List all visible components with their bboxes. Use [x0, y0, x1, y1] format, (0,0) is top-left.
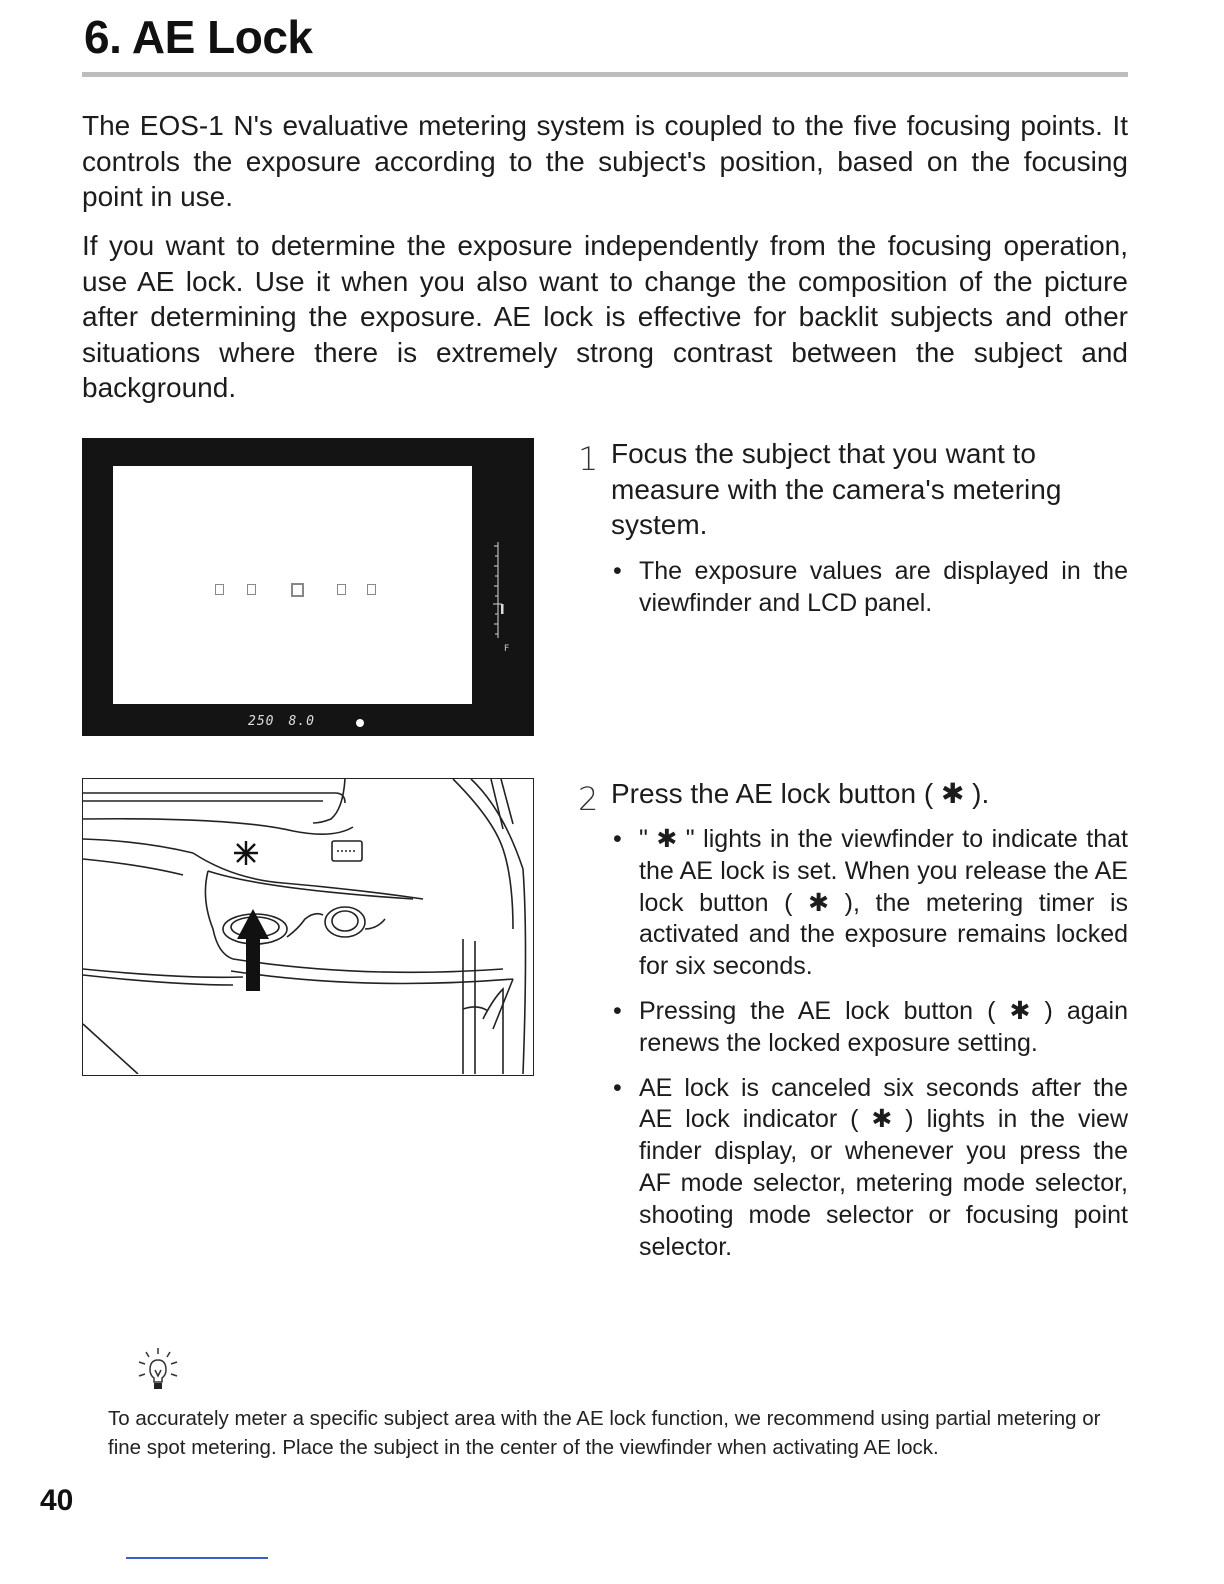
note-item: [611, 996, 1128, 1060]
lightbulb-icon: [136, 1346, 180, 1392]
title-divider: [82, 72, 1128, 77]
viewfinder-readout: [248, 714, 329, 729]
page-number: 40: [40, 1484, 74, 1517]
note-text: AE lock is canceled six seconds after the AE lock indicator ( ✱ ) lights in the view finder display, or whenever you press the AF mode selector, metering mode selector, shooting mode selector or focusing point selector.: [639, 1073, 1128, 1261]
af-point-left-inner: [247, 584, 256, 595]
bullet-point: •: [613, 1073, 622, 1102]
ae-lock-star-icon: [234, 841, 258, 865]
note-item: [611, 1073, 1128, 1264]
page-title: 6. AE Lock: [84, 11, 313, 63]
camera-line-drawing: [83, 779, 532, 1074]
af-point-right-outer: [367, 584, 376, 595]
note-text: Pressing the AE lock button ( ✱ ) again renews the locked exposure setting.: [639, 996, 1128, 1057]
camera-ae-lock-illustration: [82, 778, 534, 1076]
scale-label: F: [504, 644, 510, 654]
af-point-right-inner: [337, 584, 346, 595]
focus-confirmation-dot: [356, 719, 364, 727]
step-instruction: Focus the subject that you want to measure with the camera's metering system.: [611, 438, 1062, 540]
step-number: 2: [578, 780, 599, 818]
exposure-level-scale: [490, 540, 510, 660]
intro-paragraph-1: The EOS-1 N's evaluative metering system is coupled to the five focusing points. It controls the exposure according to the subject's position, based on the focusing point in use.: [82, 110, 1128, 212]
bottom-accent-line: [126, 1557, 268, 1559]
viewfinder-screen: [113, 466, 472, 704]
step-number: 1: [578, 440, 599, 478]
bullet-point: •: [613, 557, 622, 585]
note-item: [611, 556, 1128, 620]
viewfinder-illustration: [82, 438, 534, 736]
aperture-readout: 8.0: [288, 714, 315, 729]
af-point-left-outer: [215, 584, 224, 595]
step-notes: [611, 556, 1128, 633]
step-notes: [611, 824, 1128, 1276]
note-text: " ✱ " lights in the viewfinder to indicate that the AE lock is set. When you release the AE lock button ( ✱ ), the metering timer is activated and the exposure remains locked for six seconds.: [639, 825, 1128, 981]
note-item: [611, 824, 1128, 983]
af-point-center: [291, 583, 304, 597]
shutter-speed-readout: 250: [248, 714, 275, 729]
bullet-point: •: [613, 825, 622, 853]
step-instruction: Press the AE lock button ( ✱ ).: [611, 778, 990, 809]
note-text: The exposure values are displayed in the viewfinder and LCD panel.: [639, 557, 1128, 617]
bullet-point: •: [613, 996, 622, 1025]
tip-text: To accurately meter a specific subject area with the AE lock function, we recommend using partial metering or fine spot metering. Place the subject in the center of the viewfinder when activating AE lock.: [108, 1407, 1101, 1459]
pointing-arrow: [237, 909, 269, 991]
intro-paragraph-2: If you want to determine the exposure independently from the focusing operation, use AE lock. Use it when you also want to change the composition of the picture after determining the exposure. AE lock is effective for backlit subjects and other situations where there is extremely strong contrast between the subject and background.: [82, 230, 1128, 403]
